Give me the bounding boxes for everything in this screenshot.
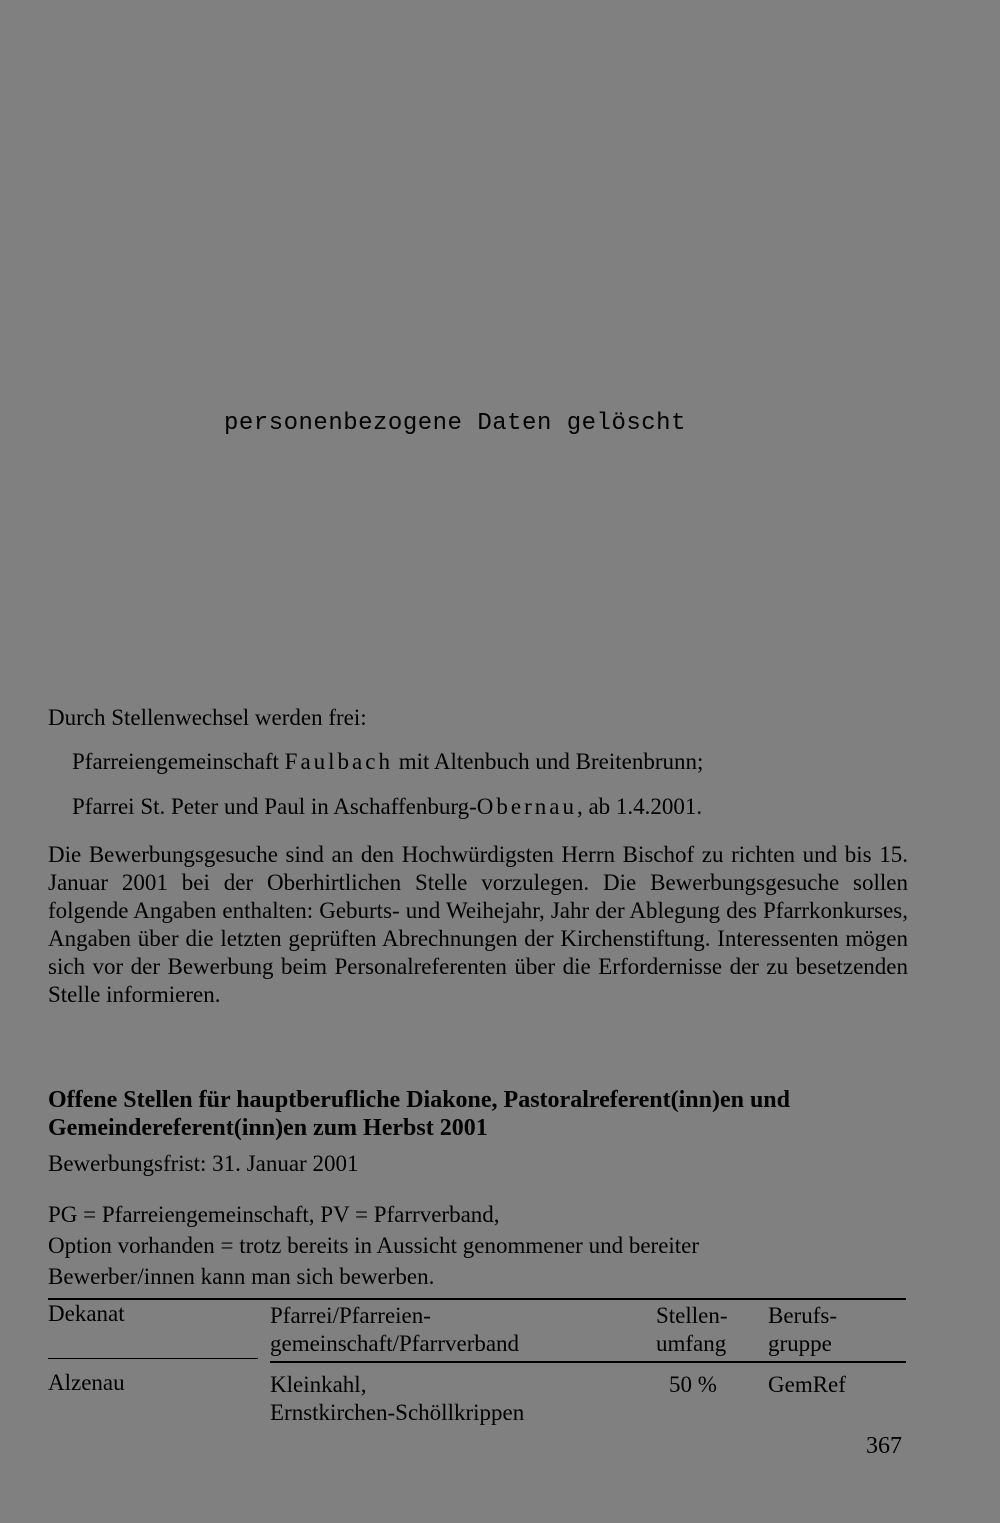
table-header-rule — [270, 1361, 906, 1363]
vacancy-item-suffix: mit Altenbuch und Breitenbrunn; — [392, 749, 704, 774]
section-heading-line: Gemeindereferent(inn)en zum Herbst 2001 — [48, 1115, 488, 1141]
section-heading-line: Offene Stellen für hauptberufliche Diakone, Pastoralreferent(inn)en und — [48, 1087, 790, 1113]
table-cell-berufsgruppe: GemRef — [768, 1372, 846, 1397]
table-cell-dekanat: Alzenau — [48, 1370, 125, 1395]
application-deadline: Bewerbungsfrist: 31. Januar 2001 — [48, 1151, 359, 1176]
header-line: Berufs- — [768, 1303, 837, 1328]
redaction-notice: personenbezogene Daten gelöscht — [224, 410, 686, 437]
vacancy-item-prefix: Pfarrei St. Peter und Paul in Aschaffenburg- — [72, 794, 477, 819]
table-header-berufsgruppe — [768, 1302, 1000, 1358]
table-header-rule — [48, 1358, 258, 1359]
table-cell-stellenumfang: 50 % — [669, 1372, 717, 1397]
header-line: Stellen- — [656, 1303, 728, 1328]
header-line: gemeinschaft/Pfarrverband — [270, 1331, 520, 1356]
vacancies-intro: Durch Stellenwechsel werden frei: — [48, 705, 367, 730]
legend-line: Bewerber/innen kann man sich bewerben. — [48, 1264, 435, 1289]
header-line: gruppe — [768, 1331, 832, 1356]
table-header-dekanat: Dekanat — [48, 1301, 125, 1326]
cell-line: Ernstkirchen-Schöllkrippen — [270, 1400, 525, 1425]
legend-line: PG = Pfarreiengemeinschaft, PV = Pfarrverband, — [48, 1202, 500, 1227]
abbreviation-legend — [48, 1199, 908, 1292]
legend-line: Option vorhanden = trotz bereits in Aussicht genommener und bereiter — [48, 1233, 700, 1258]
application-instructions: Die Bewerbungsgesuche sind an den Hochwürdigsten Herrn Bischof zu richten und bis 15. Januar 2001 bei der Oberhirtlichen Stelle vorzulegen. Die Bewerbungsgesuche sollen folgende Angaben enthalten: Geburts- und Weihejahr, Jahr der Ablegung des Pfarrkonkurses, Angaben über die letzten geprüften Abrechnungen der Kirchenstiftung. Interessenten mögen sich vor der Bewerbung beim Personalreferenten über die Erfordernisse der zu besetzenden Stelle informieren. — [48, 842, 908, 1007]
header-line: Pfarrei/Pfarreien- — [270, 1303, 431, 1328]
vacancy-place-name: Faulbach — [284, 749, 393, 774]
page-number: 367 — [866, 1433, 902, 1459]
vacancy-place-name: Obernau — [476, 794, 577, 819]
vacancy-item-prefix: Pfarreiengemeinschaft — [72, 749, 285, 774]
header-line: umfang — [656, 1331, 727, 1356]
vacancy-item-faulbach — [72, 748, 932, 776]
cell-line: Kleinkahl, — [270, 1372, 367, 1397]
vacancy-item-obernau — [72, 793, 932, 821]
vacancy-item-suffix: , ab 1.4.2001. — [576, 794, 703, 819]
section-heading — [48, 1086, 908, 1142]
